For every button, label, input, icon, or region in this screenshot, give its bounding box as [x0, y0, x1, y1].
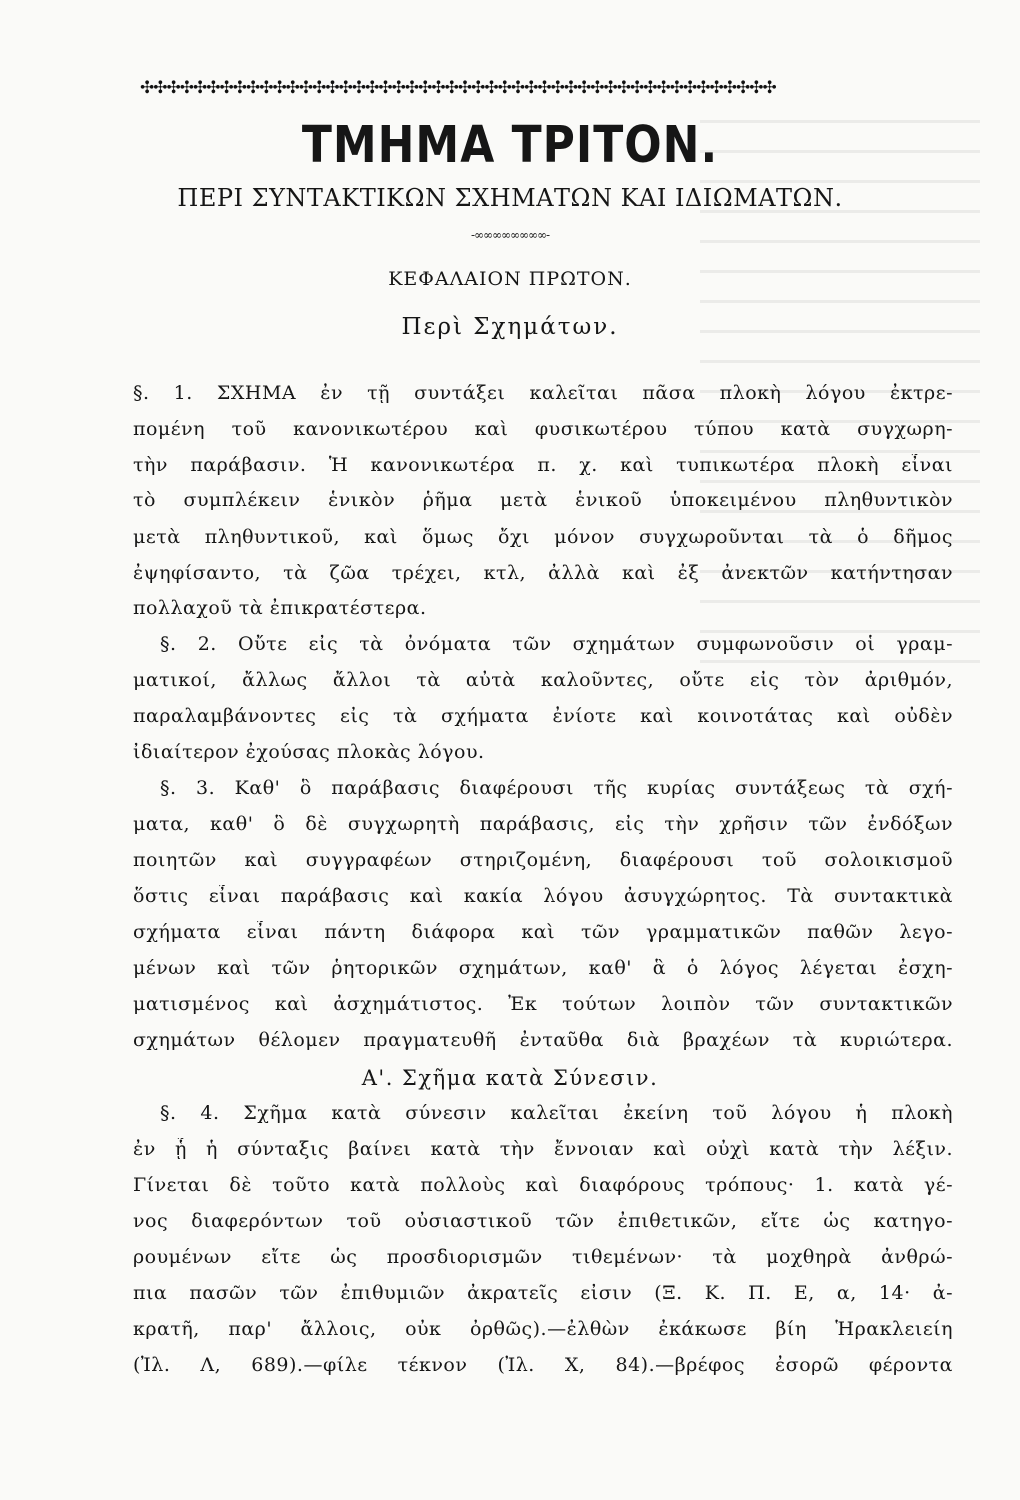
text-line: τὴν παράβασιν. Ἡ κανονικωτέρα π. χ. καὶ τυπικωτέρα πλοκὴ εἶναι	[133, 454, 953, 476]
chapter-heading: ΚΕΦΑΛΑΙΟΝ ΠΡΩΤΟΝ.	[388, 268, 632, 290]
subsection-heading: Α'. Σχῆμα κατὰ Σύνεσιν.	[361, 1066, 659, 1090]
text-line: §. 1. ΣΧΗΜΑ ἐν τῇ συντάξει καλεῖται πᾶσα πλοκὴ λόγου ἐκτρε-	[133, 382, 953, 404]
text-line: ἐψηφίσαντο, τὰ ζῶα τρέχει, κτλ, ἀλλὰ καὶ ἐξ ἀνεκτῶν κατήντησαν	[133, 562, 953, 584]
ornament-divider: -∞∞∞∞∞∞∞∞-	[470, 228, 550, 242]
text-line: §. 2. Οὔτε εἰς τὰ ὀνόματα τῶν σχημάτων συμφωνοῦσιν οἱ γραμ-	[160, 633, 953, 655]
text-line: νος διαφερόντων τοῦ οὐσιαστικοῦ τῶν ἐπιθετικῶν, εἴτε ὡς κατηγο-	[133, 1210, 953, 1232]
text-line: §. 4. Σχῆμα κατὰ σύνεσιν καλεῖται ἐκείνη τοῦ λόγου ἡ πλοκὴ	[160, 1102, 953, 1124]
text-line: μένων καὶ τῶν ῥητορικῶν σχημάτων, καθ' ἃ ὁ λόγος λέγεται ἐσχη-	[133, 957, 953, 979]
chapter-title: Περὶ Σχημάτων.	[401, 314, 619, 340]
text-line: (Ἰλ. Λ, 689).—φίλε τέκνον (Ἰλ. Χ, 84).—βρέφος ἐσορῶ φέροντα	[133, 1354, 953, 1376]
text-line: πολλαχοῦ τὰ ἐπικρατέστερα.	[133, 597, 427, 619]
text-line: μετὰ πληθυντικοῦ, καὶ ὅμως ὄχι μόνον συγχωροῦνται τὰ ὁ δῆμος	[133, 526, 953, 548]
text-line: §. 3. Καθ' ὃ παράβασις διαφέρουσι τῆς κυρίας συντάξεως τὰ σχή-	[160, 777, 953, 799]
text-line: ρουμένων εἴτε ὡς προσδιορισμῶν τιθεμένων· τὰ μοχθηρὰ ἀνθρώ-	[133, 1246, 953, 1268]
text-line: ποιητῶν καὶ συγγραφέων στηριζομένη, διαφέρουσι τοῦ σολοικισμοῦ	[133, 849, 953, 871]
section-title: ΤΜΗΜΑ ΤΡΙΤΟΝ.	[301, 116, 719, 175]
text-line: ἰδιαίτερον ἐχούσας πλοκὰς λόγου.	[133, 741, 485, 763]
text-line: ἐν ᾗ ἡ σύνταξις βαίνει κατὰ τὴν ἔννοιαν καὶ οὐχὶ κατὰ τὴν λέξιν.	[133, 1138, 953, 1160]
text-line: σχημάτων θέλομεν πραγματευθῆ ἐνταῦθα διὰ βραχέων τὰ κυριώτερα.	[133, 1029, 953, 1051]
section-subtitle: ΠΕΡΙ ΣΥΝΤΑΚΤΙΚΩΝ ΣΧΗΜΑΤΩΝ ΚΑΙ ΙΔΙΩΜΑΤΩΝ.	[177, 184, 843, 212]
text-line: ὅστις εἶναι παράβασις καὶ κακία λόγου ἀσυγχώρητος. Τὰ συντακτικὰ	[133, 885, 953, 907]
text-line: ματισμένος καὶ ἀσχημάτιστος. Ἐκ τούτων λοιπὸν τῶν συντακτικῶν	[133, 993, 953, 1015]
text-line: ματα, καθ' ὃ δὲ συγχωρητὴ παράβασις, εἰς τὴν χρῆσιν τῶν ἐνδόξων	[133, 813, 953, 835]
text-line: τὸ συμπλέκειν ἑνικὸν ῥῆμα μετὰ ἑνικοῦ ὑποκειμένου πληθυντικὸν	[133, 489, 953, 511]
text-line: πομένη τοῦ κανονικωτέρου καὶ φυσικωτέρου τύπου κατὰ συγχωρη-	[133, 418, 953, 440]
ornament-border: ✣✣✣✣✣✣✣✣✣✣✣✣✣✣✣✣✣✣✣✣✣✣✣✣✣✣✣✣✣✣✣✣✣✣✣✣✣✣✣✣✣✣✣✣✣✣✣✣	[140, 78, 776, 98]
text-line: σχήματα εἶναι πάντη διάφορα καὶ τῶν γραμματικῶν παθῶν λεγο-	[133, 921, 953, 943]
text-line: ματικοί, ἄλλως ἄλλοι τὰ αὐτὰ καλοῦντες, οὔτε εἰς τὸν ἀριθμόν,	[133, 669, 953, 691]
text-line: πια πασῶν τῶν ἐπιθυμιῶν ἀκρατεῖς εἰσιν (Ξ. Κ. Π. Ε, α, 14· ἀ-	[133, 1282, 953, 1304]
text-line: παραλαμβάνοντες εἰς τὰ σχήματα ἐνίοτε καὶ κοινοτάτας καὶ οὐδὲν	[133, 705, 953, 727]
text-line: Γίνεται δὲ τοῦτο κατὰ πολλοὺς καὶ διαφόρους τρόπους· 1. κατὰ γέ-	[133, 1174, 953, 1196]
text-line: κρατῆ, παρ' ἄλλοις, οὐκ ὀρθῶς).—ἐλθὼν ἐκάκωσε βίη Ἡρακλειείη	[133, 1318, 953, 1340]
